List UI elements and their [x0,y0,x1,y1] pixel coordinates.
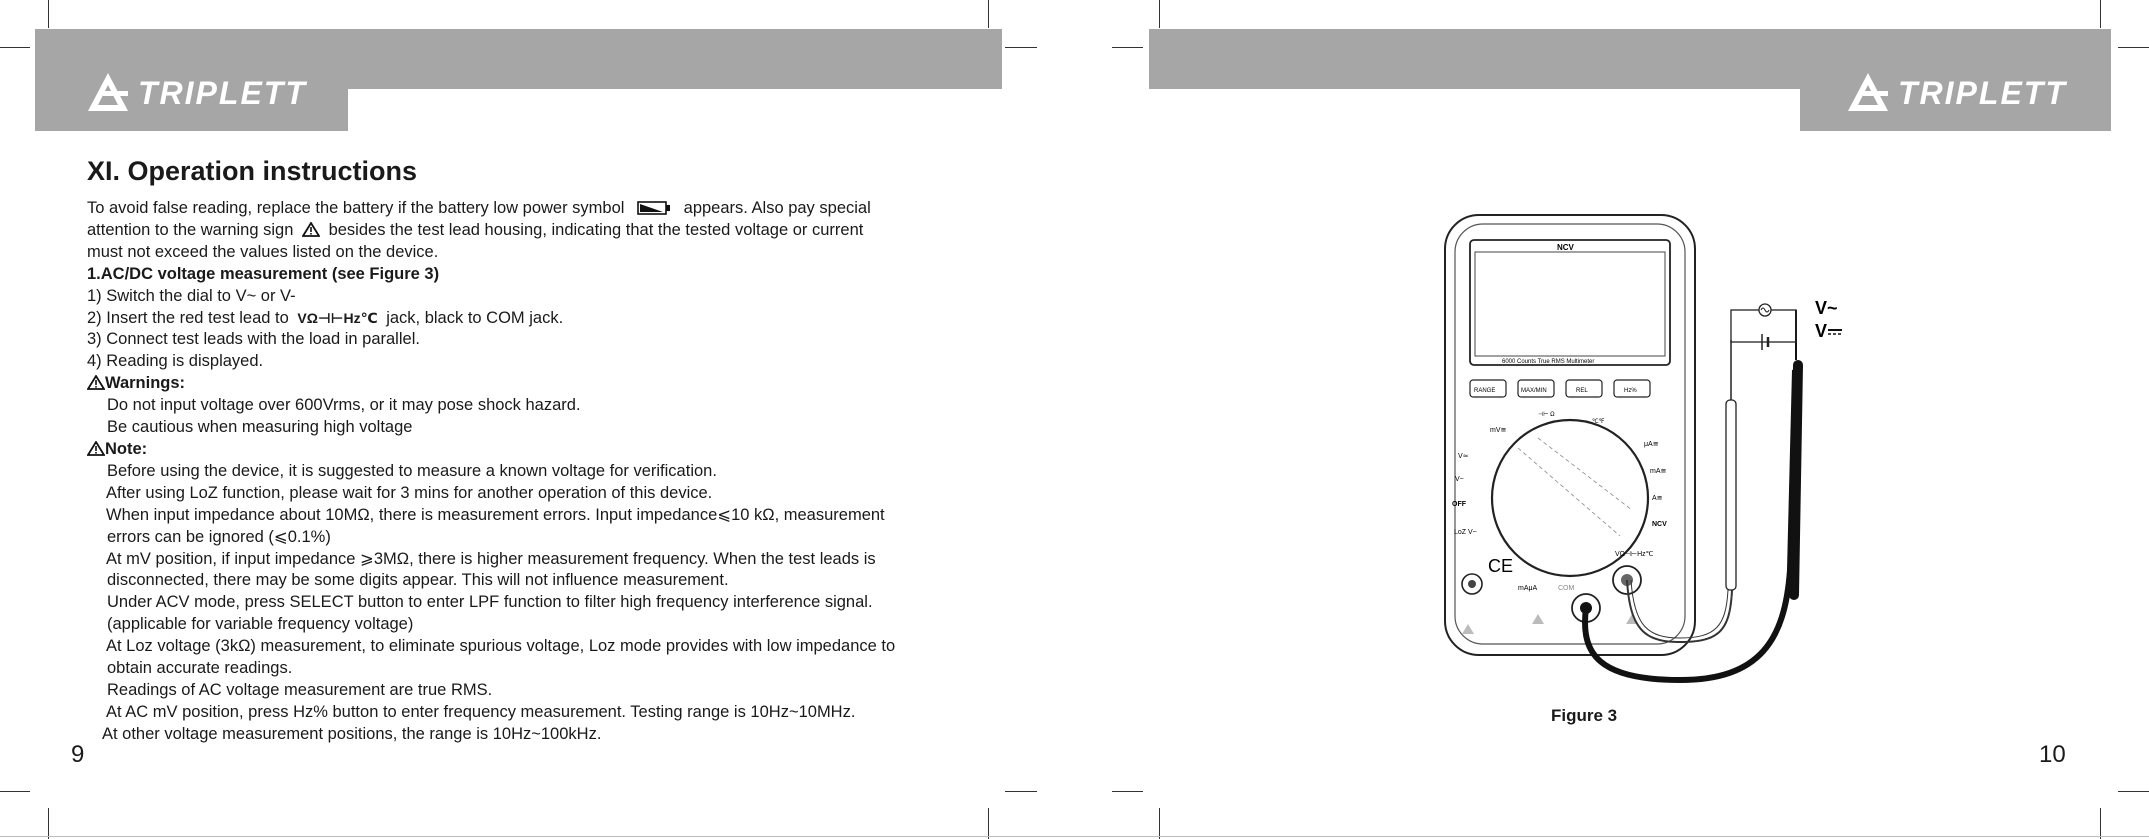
crop-mark [1112,47,1143,48]
dial-label: ⊣⊢ Ω [1538,412,1555,418]
crop-mark [1159,808,1160,839]
crop-mark [48,0,49,28]
hz-button-label: Hz% [1624,388,1637,394]
display-caption: 6000 Counts True RMS Multimeter [1502,359,1595,365]
crop-mark [0,791,30,792]
dial-label: V≃ [1458,453,1469,460]
maxmin-button-label: MAX/MIN [1521,388,1547,394]
warning-item: Do not input voltage over 600Vrms, or it may pose shock hazard. [107,396,581,415]
page-title: XI. Operation instructions [87,156,418,186]
page-bottom-rule [0,836,2149,837]
note-item: At AC mV position, press Hz% button to enter frequency measurement. Testing range is 10Hz~10MHz. [106,702,856,721]
jack-label: VΩ⊣⊢Hz℃ [1615,551,1654,558]
note-item: Readings of AC voltage measurement are true RMS. [107,680,493,699]
battery-low-icon [637,201,671,215]
intro-line: To avoid false reading, replace the battery if the battery low power symbol appears. Also pay special [87,199,871,217]
crop-mark [988,808,989,839]
step-item: 1) Switch the dial to V~ or V- [87,286,296,305]
section-heading: 1.AC/DC voltage measurement (see Figure 3) [87,264,440,283]
note-item: errors can be ignored (⩽0.1%) [107,527,331,546]
figure-caption: Figure 3 [1551,706,1618,725]
note-item: At other voltage measurement positions, the range is 10Hz~100kHz. [102,724,602,743]
crop-mark [1005,791,1037,792]
circuit-label-dc: V [1815,321,1828,341]
intro-line: attention to the warning sign besides the test lead housing, indicating that the tested voltage or current [87,220,864,239]
crop-mark [48,808,49,839]
triplett-logo-left [86,71,307,115]
circuit-label-ac: V~ [1815,298,1838,318]
dial-label: LoZ V~ [1454,529,1477,536]
dial-label: mV≅ [1490,427,1507,434]
step-item: 2) Insert the red test lead to VΩ⊣⊢Hz℃ jack, black to COM jack. [87,308,564,327]
triplett-logo-icon [86,71,130,115]
note-item: obtain accurate readings. [107,659,293,678]
left-page-content [87,154,987,746]
note-heading: Note: [87,439,987,461]
brand-name: TRIPLETT [138,74,307,111]
crop-mark [2100,808,2101,839]
crop-mark [0,47,30,48]
jack-label: mAμA [1518,585,1538,592]
jack-symbol: VΩ⊣⊢Hz℃ [297,309,378,326]
crop-mark [1159,0,1160,28]
warnings-heading: Warnings: [87,373,987,395]
dial-label: V~ [1455,476,1464,483]
note-item: disconnected, there may be some digits appear. This will not influence measurement. [107,571,729,590]
red-probe [1726,400,1736,590]
step-item: 4) Reading is displayed. [87,352,264,371]
warning-triangle-icon [302,222,320,237]
note-item: After using LoZ function, please wait for 3 mins for another operation of this device. [106,483,713,502]
crop-mark [2118,47,2149,48]
dial-label: ℃℉ [1592,419,1605,425]
warning-triangle-icon [87,375,105,390]
dial-label: μA≅ [1644,441,1659,448]
warning-item: Be cautious when measuring high voltage [107,418,413,437]
step-item: 3) Connect test leads with the load in parallel. [87,330,420,349]
meter-lcd [1475,252,1665,356]
crop-mark [2100,0,2101,28]
note-item: Before using the device, it is suggested to measure a known voltage for verification. [107,461,717,480]
black-probe [1789,360,1803,600]
page-number-right: 10 [2039,741,2066,768]
note-item: When input impedance about 10MΩ, there is measurement errors. Input impedance⩽10 kΩ, measurement [106,505,885,524]
page-number-left: 9 [71,741,85,768]
warning-triangle-icon [87,441,105,456]
jack-label: COM [1558,585,1575,592]
rel-button-label: REL [1576,388,1588,394]
intro-line: must not exceed the values listed on the device. [87,242,439,261]
triplett-logo-right [1846,71,2067,115]
note-item: (applicable for variable frequency voltage) [107,615,414,634]
triplett-logo-icon [1846,71,1890,115]
dial-label: A≅ [1652,495,1663,502]
ce-mark: CE [1488,556,1514,576]
crop-mark [1005,47,1037,48]
range-button-label: RANGE [1474,388,1496,394]
dial-label: OFF [1452,501,1466,508]
crop-mark [2118,791,2149,792]
ncv-label: NCV [1557,243,1574,252]
warning-jack-core [1468,580,1476,588]
note-item: Under ACV mode, press SELECT button to enter LPF function to filter high frequency interference signal. [107,593,873,612]
note-item: At mV position, if input impedance ⩾3MΩ, there is higher measurement frequency. When the test leads is [106,549,876,568]
dial-label: mA≅ [1650,468,1667,475]
multimeter-figure [1430,210,1870,705]
crop-mark [988,0,989,28]
note-item: At Loz voltage (3kΩ) measurement, to eliminate spurious voltage, Loz mode provides with low impedance to [106,637,896,656]
brand-name: TRIPLETT [1898,74,2067,111]
crop-mark [1112,791,1143,792]
dial-label: NCV [1652,521,1667,528]
